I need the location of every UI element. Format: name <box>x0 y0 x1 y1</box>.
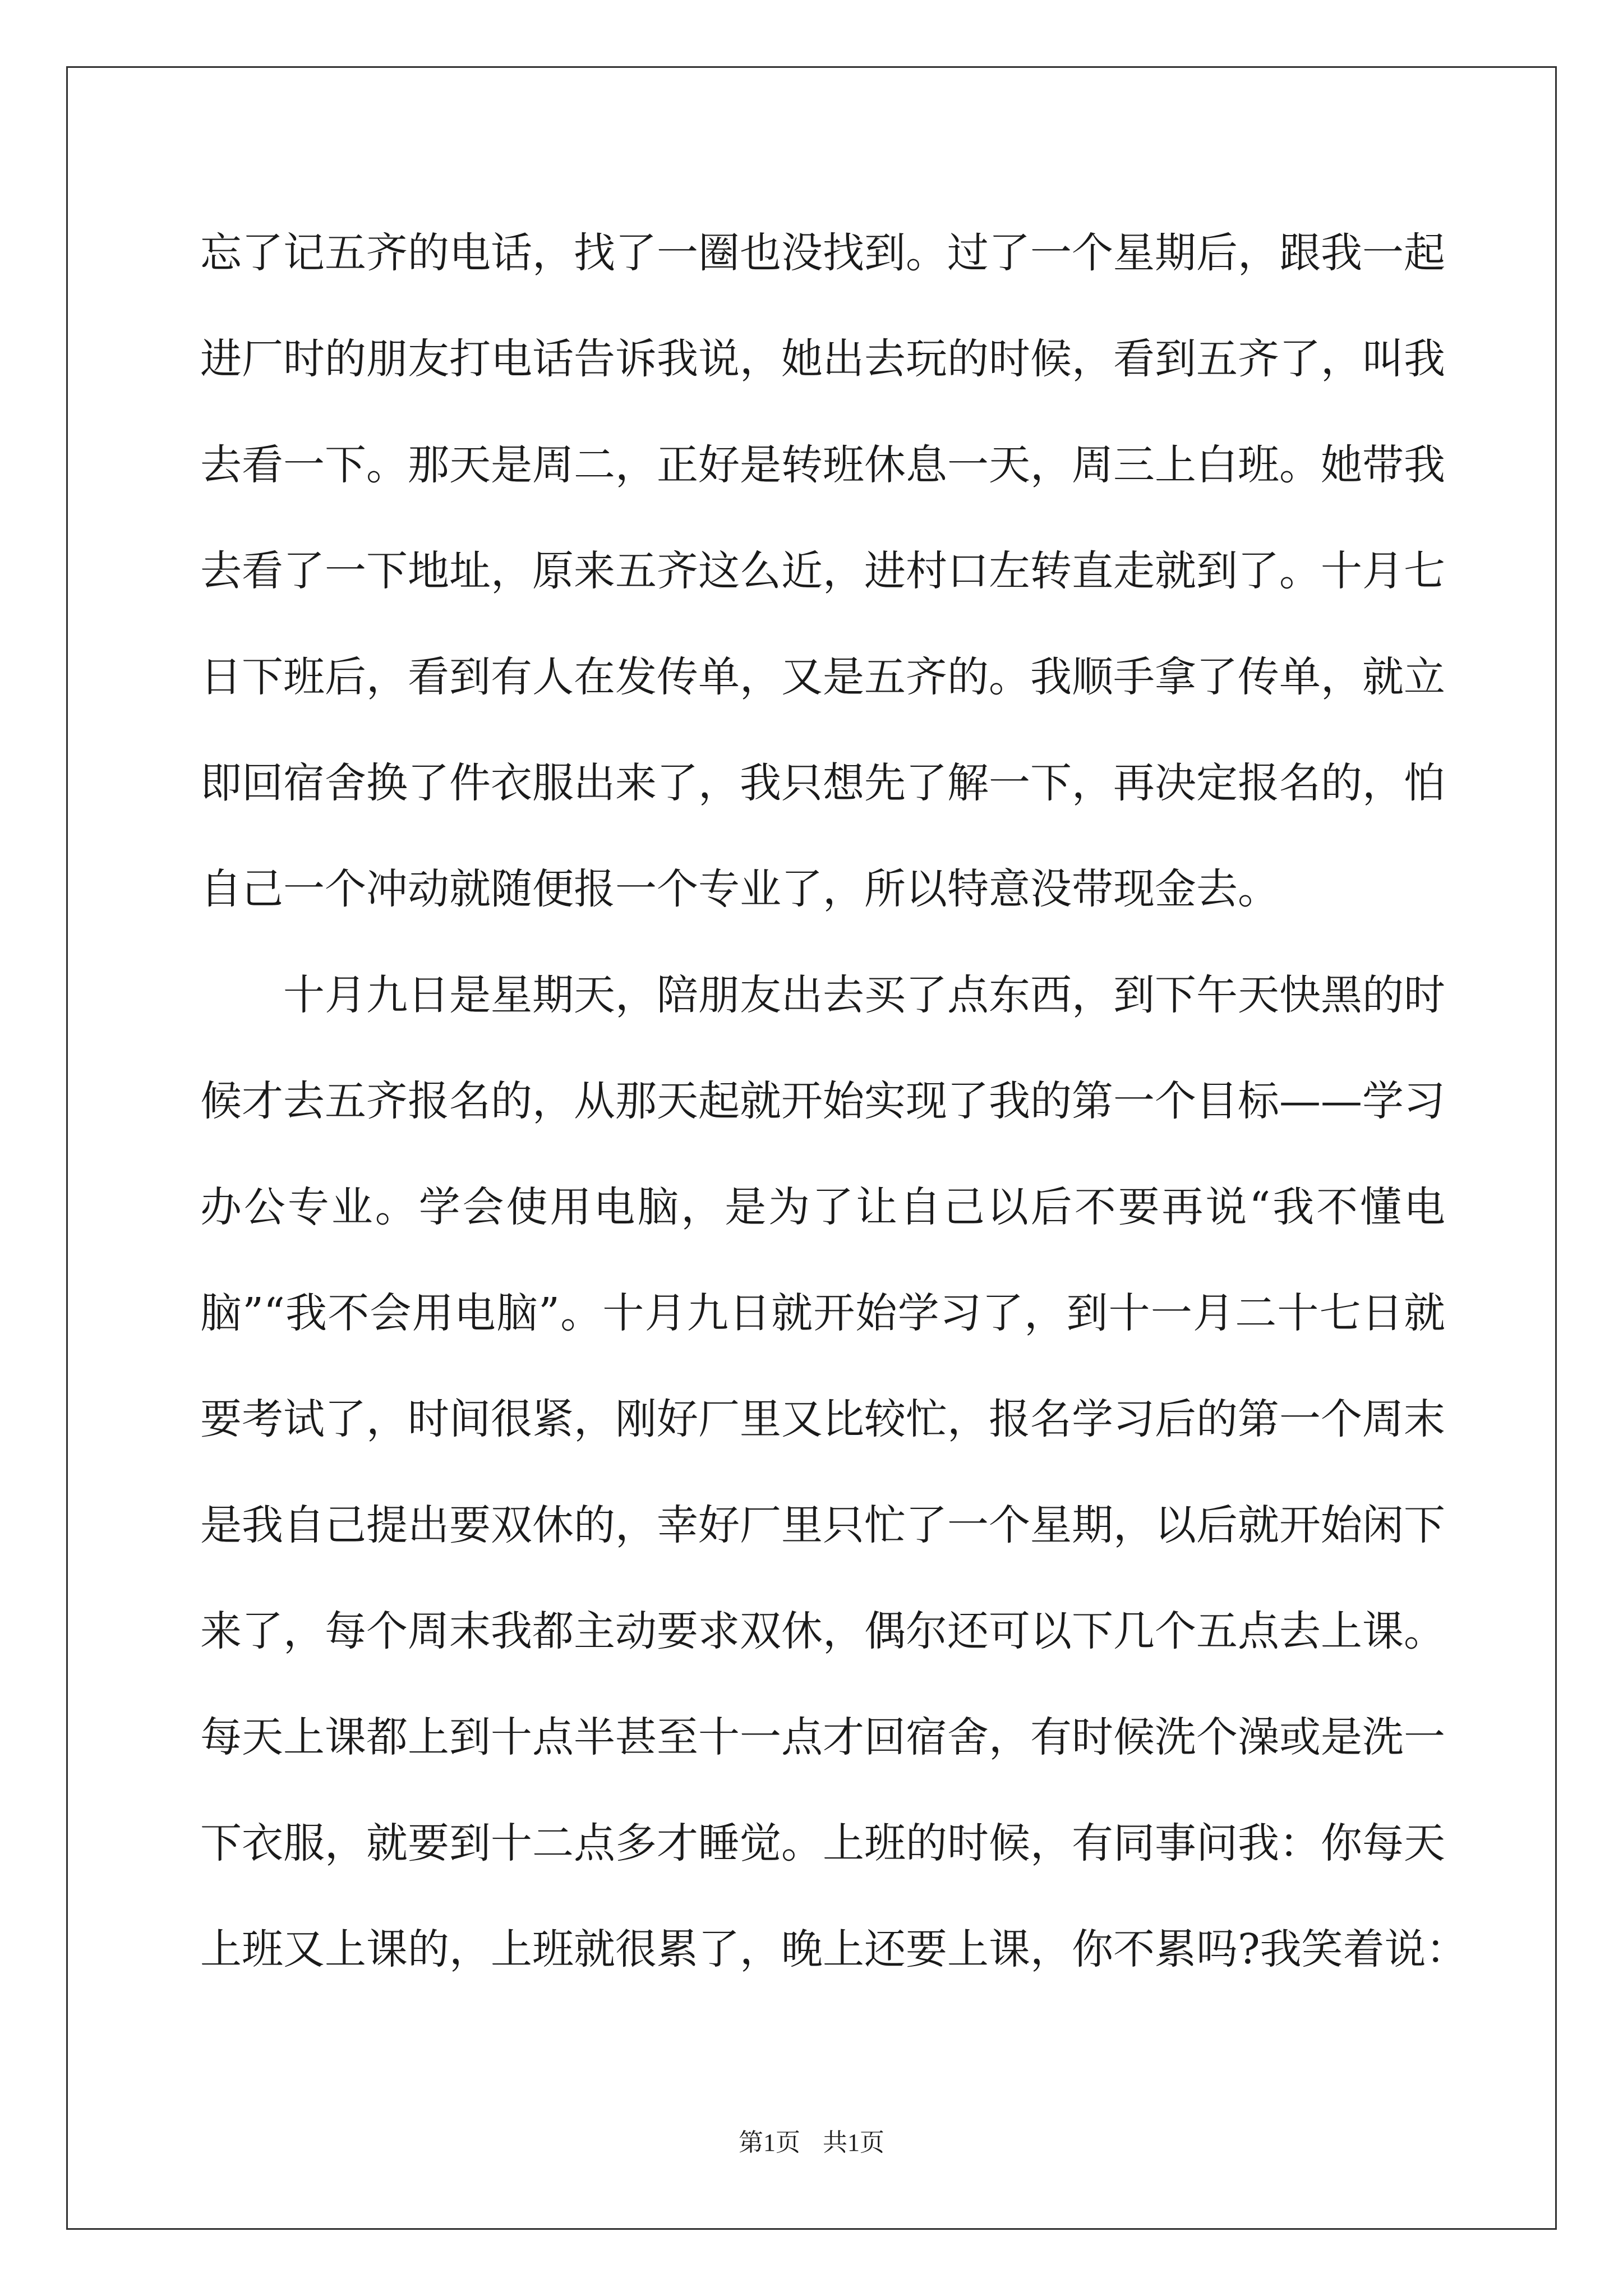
text-line: 忘了记五齐的电话，找了一圈也没找到。过了一个星期后，跟我一起 <box>200 229 1445 277</box>
text-line: 去看一下。那天是周二，正好是转班休息一天，周三上白班。她带我 <box>200 441 1445 489</box>
page-count: 共1页 <box>823 2129 884 2156</box>
text-line: 是我自己提出要双休的，幸好厂里只忙了一个星期，以后就开始闲下 <box>200 1501 1445 1549</box>
text-line: 办公专业。学会使用电脑，是为了让自己以后不要再说“我不懂电 <box>200 1183 1445 1231</box>
page-number: 第1页 <box>739 2129 800 2156</box>
paragraph-1 <box>200 200 1445 942</box>
text-line: 要考试了，时间很紧，刚好厂里又比较忙，报名学习后的第一个周末 <box>200 1395 1445 1443</box>
text-line: 候才去五齐报名的，从那天起就开始实现了我的第一个目标——学习 <box>200 1077 1445 1125</box>
text-line: 自己一个冲动就随便报一个专业了，所以特意没带现金去。 <box>200 865 1279 913</box>
text-line: 上班又上课的，上班就很累了，晚上还要上课，你不累吗?我笑着说： <box>200 1925 1468 1973</box>
text-line: 下衣服，就要到十二点多才睡觉。上班的时候，有同事问我：你每天 <box>200 1819 1445 1867</box>
text-line: 十月九日是星期天，陪朋友出去买了点东西，到下午天快黑的时 <box>283 971 1445 1019</box>
text-line: 去看了一下地址，原来五齐这么近，进村口左转直走就到了。十月七 <box>200 547 1445 595</box>
text-line: 脑”“我不会用电脑”。十月九日就开始学习了，到十一月二十七日就 <box>200 1289 1445 1337</box>
document-body <box>200 200 1468 2109</box>
text-line <box>200 2003 1445 2109</box>
text-line: 进厂时的朋友打电话告诉我说，她出去玩的时候，看到五齐了，叫我 <box>200 335 1445 383</box>
text-line: 来了，每个周末我都主动要求双休，偶尔还可以下几个五点去上课。 <box>200 1607 1445 1655</box>
text-line: 日下班后，看到有人在发传单，又是五齐的。我顺手拿了传单，就立 <box>200 653 1445 701</box>
page-footer <box>0 2126 1623 2160</box>
paragraph-2 <box>200 942 1468 2109</box>
text-line: 每天上课都上到十点半甚至十一点才回宿舍，有时候洗个澡或是洗一 <box>200 1713 1445 1761</box>
text-line: 即回宿舍换了件衣服出来了，我只想先了解一下，再决定报名的，怕 <box>200 759 1445 807</box>
